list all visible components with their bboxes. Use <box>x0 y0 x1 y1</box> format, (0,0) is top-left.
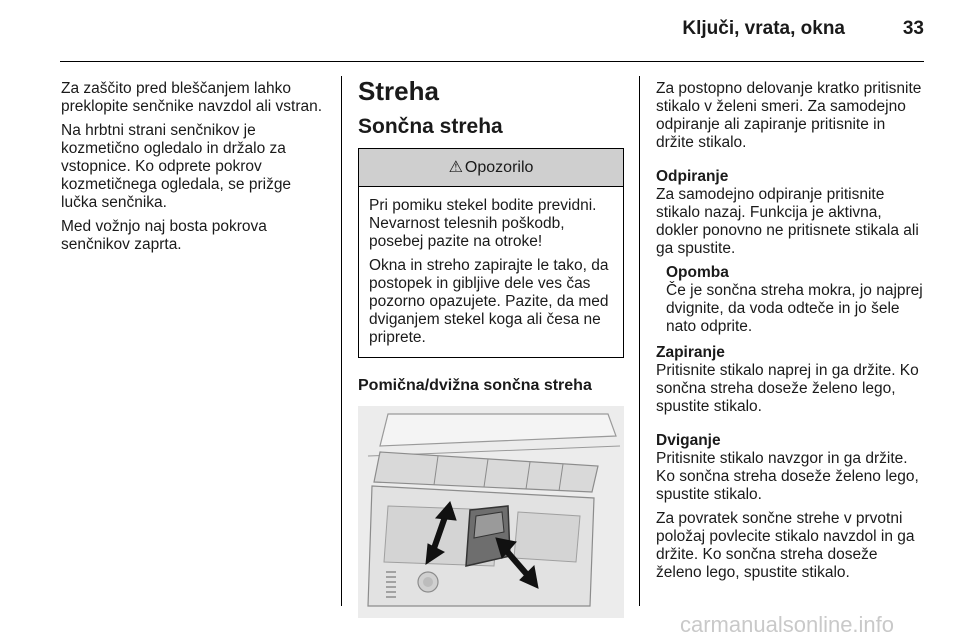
paragraph-closing: Pritisnite stikalo naprej in ga držite. Ko sončna streha doseže želeno lego, spustite stikalo. <box>656 362 919 415</box>
warning-box <box>358 148 624 358</box>
column-right <box>656 80 926 588</box>
note-block <box>656 264 926 336</box>
column-middle <box>358 76 624 618</box>
header-divider <box>60 61 924 62</box>
watermark: carmanualsonline.info <box>680 612 895 637</box>
paragraph-return: Za povratek sončne strehe v prvotni položaj povlecite stikalo navzdol in ga držite. Ko sončna streha doseže želeno lego, spustite stikalo. <box>656 510 915 581</box>
column-left <box>61 80 329 260</box>
paragraph-sun-visors: Za zaščito pred bleščanjem lahko preklopite senčnike navzdol ali vstran. <box>61 80 323 115</box>
warning-paragraph-2: Okna in streho zapirajte le tako, da postopek in gibljive dele ves čas pozorno opazujete. Pazite, da med dviganjem stekel koga ali česa ne priprete. <box>369 257 609 346</box>
paragraph-intro: Za postopno delovanje kratko pritisnite stikalo v želeni smeri. Za samodejno odpiranje ali zapiranje pritisnite in držite stikalo. <box>656 80 922 151</box>
warning-body <box>359 187 623 357</box>
note-title: Opomba <box>666 264 729 281</box>
column-divider-right <box>639 76 640 606</box>
heading-raising: Dviganje <box>656 432 721 449</box>
section-heading-tilt-sunroof: Pomična/dvižna sončna streha <box>358 377 592 394</box>
paragraph-vanity-mirror: Na hrbtni strani senčnikov je kozmetično ogledalo in držalo za vstopnice. Ko odprete pokrov kozmetičnega ogledala, se prižge lučka senčnika. <box>61 122 292 211</box>
warning-header <box>359 149 623 187</box>
paragraph-opening: Za samodejno odpiranje pritisnite stikalo nazaj. Funkcija je aktivna, dokler ponovno ne pritisnete stikala ali ga spustite. <box>656 186 919 257</box>
section-heading-roof: Streha <box>358 76 439 106</box>
subsection-heading-sunroof: Sončna streha <box>358 115 503 138</box>
column-divider-left <box>341 76 342 606</box>
paragraph-covers-closed: Med vožnjo naj bosta pokrova senčnikov zaprta. <box>61 218 267 253</box>
page-number: 33 <box>902 18 924 39</box>
note-text: Če je sončna streha mokra, jo najprej dvignite, da voda odteče in jo šele nato odprite. <box>666 282 923 335</box>
paragraph-raising: Pritisnite stikalo navzgor in ga držite. Ko sončna streha doseže želeno lego, spustite stikalo. <box>656 450 919 503</box>
heading-opening: Odpiranje <box>656 168 729 185</box>
heading-closing: Zapiranje <box>656 344 725 361</box>
warning-triangle-icon: ⚠ <box>448 158 463 176</box>
warning-paragraph-1: Pri pomiku stekel bodite previdni. Nevarnost telesnih poškodb, posebej pazite na otroke! <box>369 197 597 250</box>
warning-title: Opozorilo <box>464 158 534 176</box>
sunroof-switch-illustration <box>358 406 624 618</box>
header-title: Ključi, vrata, okna <box>682 18 845 39</box>
